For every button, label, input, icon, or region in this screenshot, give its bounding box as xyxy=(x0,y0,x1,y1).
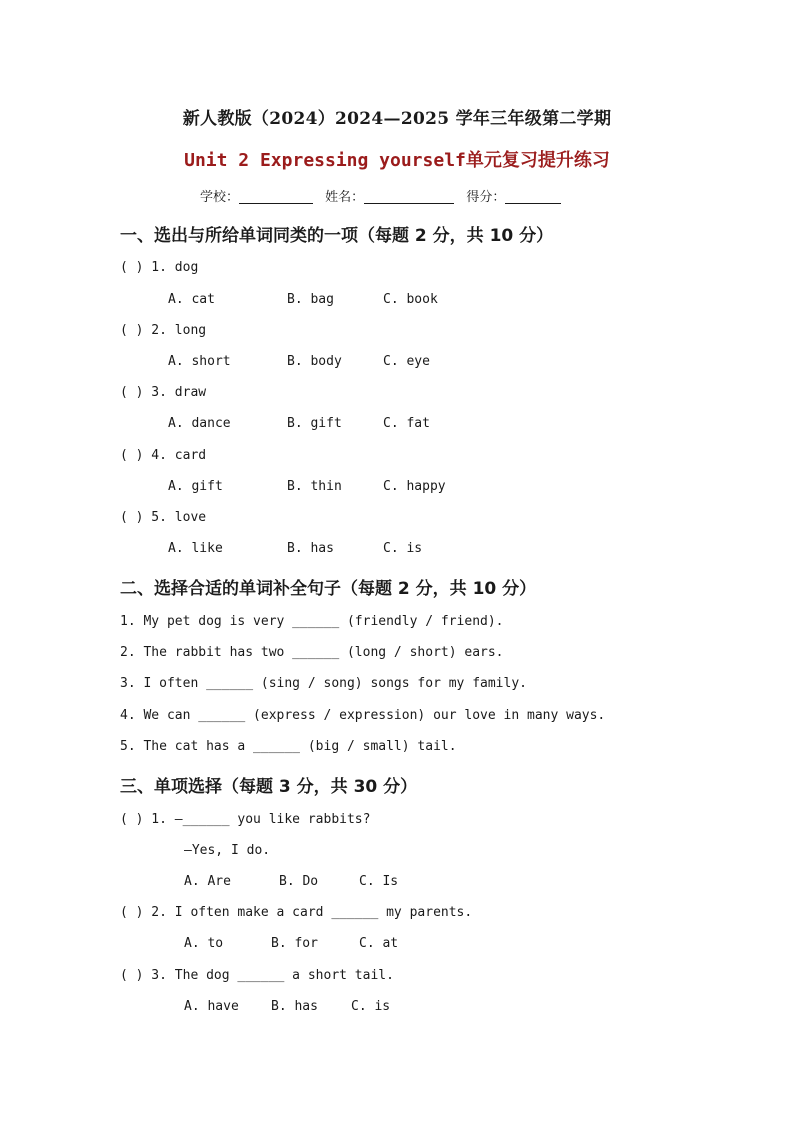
document-subtitle: 新人教版（2024）2024—2025 学年三年级第二学期 xyxy=(182,109,612,129)
option-b[interactable]: B. for xyxy=(271,936,318,951)
score-label: 得分： xyxy=(466,190,506,205)
option-c[interactable]: C. book xyxy=(383,292,438,307)
option-b[interactable]: B. thin xyxy=(287,479,342,494)
question-stem: ( ) 3. The dog ______ a short tail. xyxy=(120,968,394,983)
name-label: 姓名： xyxy=(325,190,365,205)
fill-blank-sentence: 4. We can ______ (express / expression) our love in many ways. xyxy=(120,708,606,723)
option-a[interactable]: A. cat xyxy=(168,292,215,307)
option-b[interactable]: B. gift xyxy=(287,416,342,431)
option-b[interactable]: B. has xyxy=(287,541,334,556)
title-english: Unit 2 Expressing yourself xyxy=(184,150,466,171)
option-c[interactable]: C. fat xyxy=(383,416,430,431)
dialogue-reply: —Yes, I do. xyxy=(184,843,271,858)
option-c[interactable]: C. is xyxy=(383,541,423,556)
school-label: 学校： xyxy=(200,190,240,205)
option-a[interactable]: A. to xyxy=(184,936,224,951)
fill-blank-sentence: 3. I often ______ (sing / song) songs for my family. xyxy=(120,676,527,691)
option-a[interactable]: A. have xyxy=(184,999,239,1014)
option-b[interactable]: B. body xyxy=(287,354,342,369)
question-stem: ( ) 4. card xyxy=(120,448,207,463)
document-title xyxy=(0,146,794,172)
school-blank[interactable] xyxy=(239,189,313,204)
option-a[interactable]: A. like xyxy=(168,541,223,556)
question-stem: ( ) 5. love xyxy=(120,510,207,525)
question-stem: ( ) 1. —______ you like rabbits? xyxy=(120,812,371,827)
question-stem: ( ) 1. dog xyxy=(120,260,199,275)
option-c[interactable]: C. Is xyxy=(359,874,399,889)
question-stem: ( ) 3. draw xyxy=(120,385,207,400)
fill-blank-sentence: 5. The cat has a ______ (big / small) tail. xyxy=(120,739,457,754)
option-b[interactable]: B. bag xyxy=(287,292,334,307)
section-heading: 二、选择合适的单词补全句子（每题 2 分，共 10 分） xyxy=(120,579,537,599)
option-c[interactable]: C. at xyxy=(359,936,399,951)
option-c[interactable]: C. eye xyxy=(383,354,430,369)
option-b[interactable]: B. Do xyxy=(279,874,319,889)
student-info-line xyxy=(200,186,569,205)
section-heading: 三、单项选择（每题 3 分，共 30 分） xyxy=(120,777,418,797)
option-a[interactable]: A. gift xyxy=(168,479,223,494)
name-blank[interactable] xyxy=(364,189,454,204)
option-a[interactable]: A. Are xyxy=(184,874,231,889)
score-blank[interactable] xyxy=(505,189,561,204)
question-stem: ( ) 2. I often make a card ______ my parents. xyxy=(120,905,473,920)
fill-blank-sentence: 2. The rabbit has two ______ (long / short) ears. xyxy=(120,645,504,660)
option-c[interactable]: C. is xyxy=(351,999,391,1014)
option-b[interactable]: B. has xyxy=(271,999,318,1014)
option-a[interactable]: A. dance xyxy=(168,416,231,431)
title-chinese: 单元复习提升练习 xyxy=(465,150,610,171)
option-a[interactable]: A. short xyxy=(168,354,231,369)
option-c[interactable]: C. happy xyxy=(383,479,446,494)
question-stem: ( ) 2. long xyxy=(120,323,207,338)
fill-blank-sentence: 1. My pet dog is very ______ (friendly / friend). xyxy=(120,614,504,629)
section-heading: 一、选出与所给单词同类的一项（每题 2 分，共 10 分） xyxy=(120,226,554,246)
